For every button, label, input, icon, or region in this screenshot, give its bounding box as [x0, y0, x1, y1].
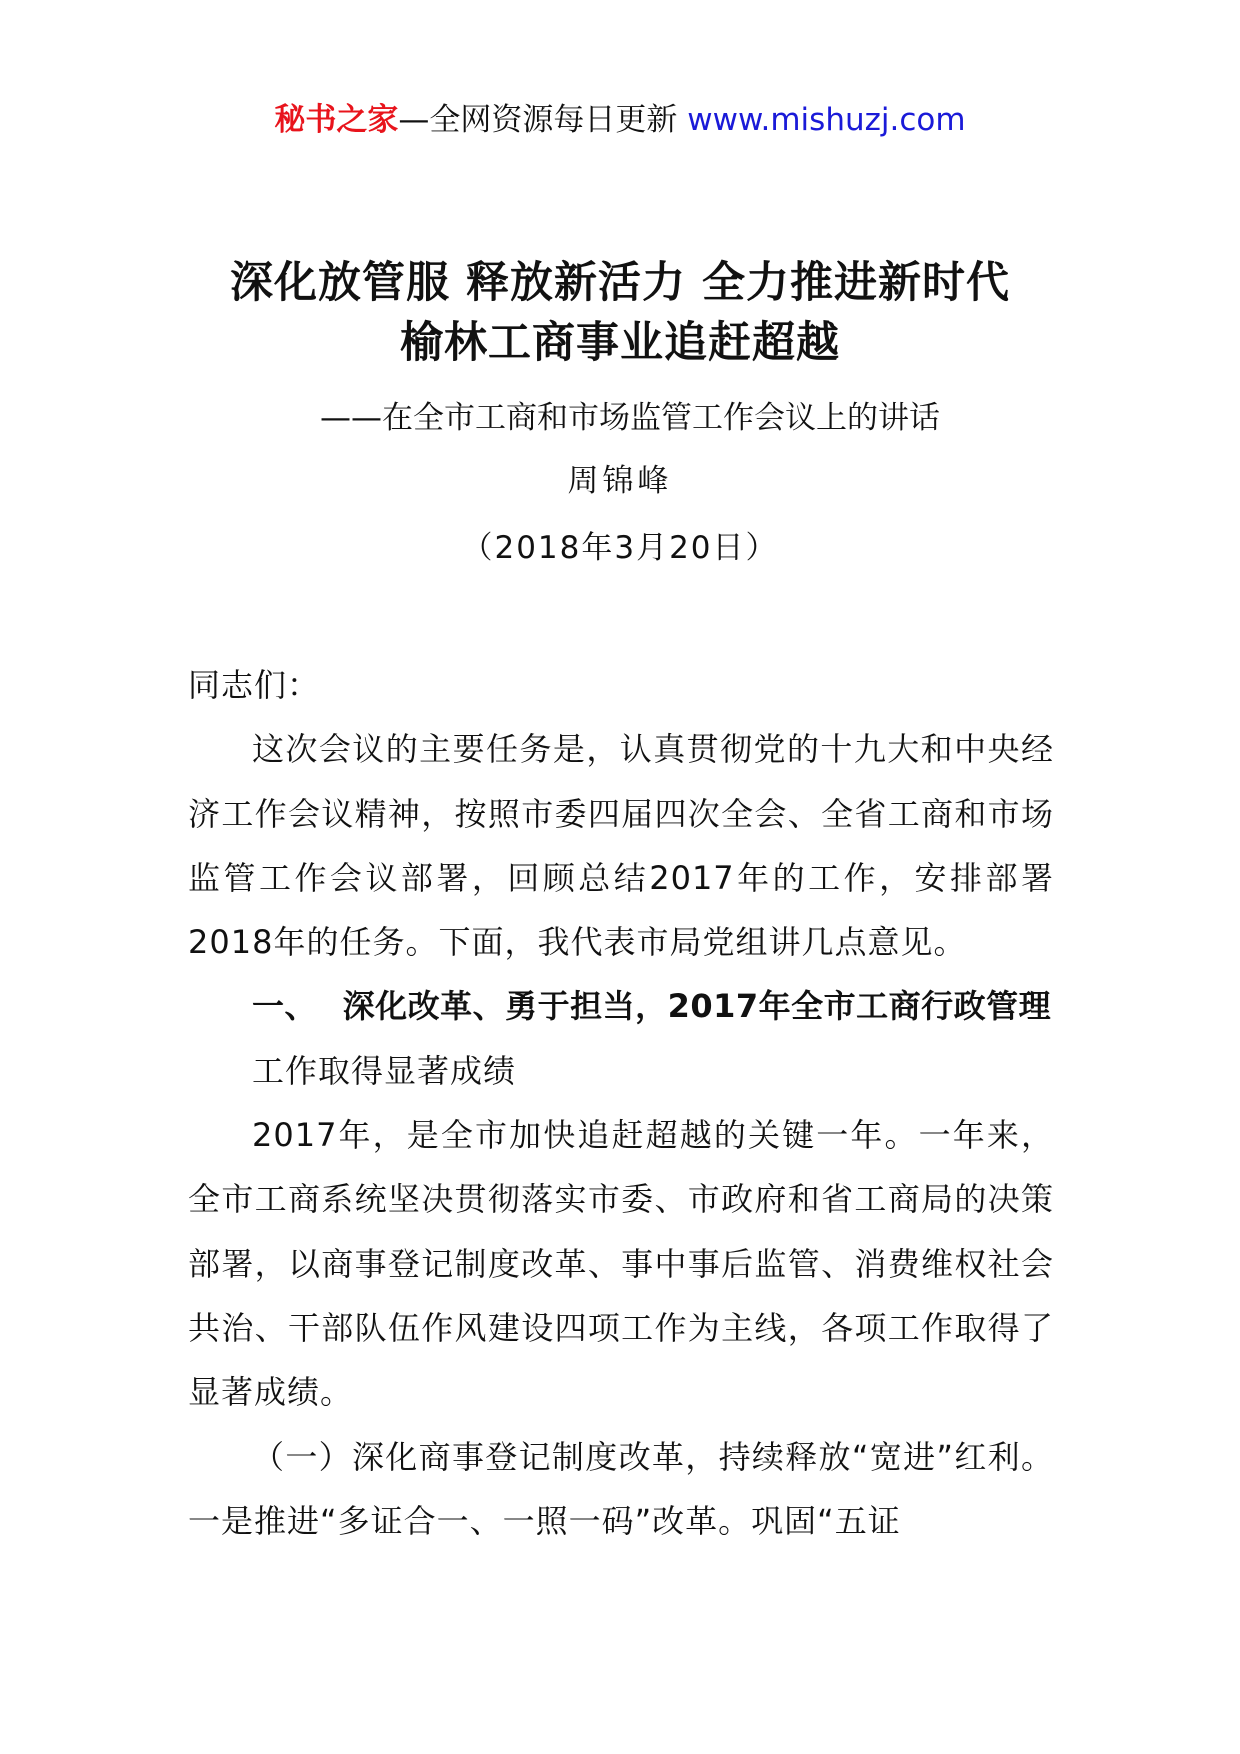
- section-heading-1-continued: 工作取得显著成绩: [252, 1051, 517, 1090]
- salutation: 同志们：: [188, 666, 321, 704]
- document-subtitle: ——在全市工商和市场监管工作会议上的讲话: [320, 400, 940, 436]
- site-header: [0, 100, 1240, 140]
- title-line-2: 榆林工商事业追赶超越: [400, 318, 840, 368]
- section-heading-1: [188, 974, 1054, 1038]
- title-line-1: 深化放管服 释放新活力 全力推进新时代: [230, 258, 1010, 308]
- site-url-link[interactable]: www.mishuzj.com: [687, 102, 966, 138]
- paragraph-reform-item-1: （一）深化商事登记制度改革，持续释放“宽进”红利。一是推进“多证合一、一照一码”改革。巩固“五证: [188, 1437, 1054, 1540]
- section-title: 深化改革、勇于担当，2017年全市工商行政管理: [342, 987, 1052, 1026]
- paragraph-intro: 这次会议的主要任务是，认真贯彻党的十九大和中央经济工作会议精神，按照市委四届四次全会、全省工商和市场监管工作会议部署，回顾总结2017年的工作，安排部署2018年的任务。下面，我代表市局党组讲几点意见。: [188, 730, 1054, 962]
- author-name: 周锦峰: [567, 463, 673, 499]
- paragraph-2017-summary: 2017年，是全市加快追赶超越的关键一年。一年来，全市工商系统坚决贯彻落实市委、市政府和省工商局的决策部署，以商事登记制度改革、事中事后监管、消费维权社会共治、干部队伍作风建设四项工作为主线，各项工作取得了显著成绩。: [188, 1116, 1054, 1412]
- document-title: [0, 253, 1240, 373]
- document-body: [188, 653, 1054, 1553]
- speech-date: （2018年3月20日）: [461, 530, 779, 566]
- header-tagline: —全网资源每日更新: [398, 102, 678, 138]
- section-number: 一、: [252, 987, 318, 1026]
- brand-name: 秘书之家: [274, 102, 399, 138]
